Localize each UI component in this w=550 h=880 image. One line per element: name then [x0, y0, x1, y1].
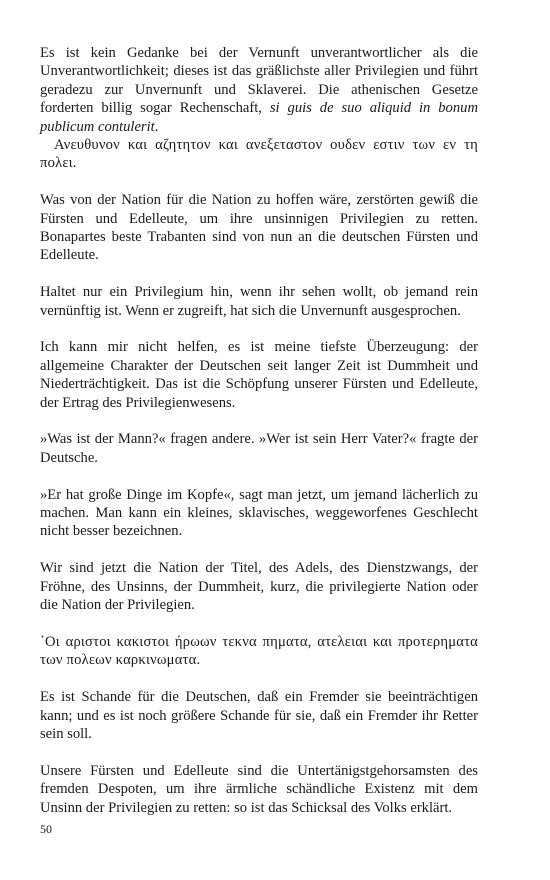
- latin-quote: si guis de suo aliquid in bonum publicum contulerit: [40, 100, 478, 135]
- paragraph-1: [40, 44, 478, 136]
- paragraph-1-text: Es ist kein Gedanke bei der Vernunft unverantwortlicher als die Unverantwortlichkeit; dieses ist das gräßlichste aller Privilegien und führt geradezu zur Unvernunft und Sklaverei. Die athenischen Gesetze forderten billig sogar Rechenschaft,: [40, 45, 478, 117]
- paragraph-1-end: .: [154, 118, 159, 135]
- page-number: 50: [40, 822, 52, 836]
- paragraph-6: »Er hat große Dinge im Kopfe«, sagt man jetzt, um jemand lächerlich zu machen. Man kann ein kleines, sklavisches, weggeworfenes Geschlecht nicht besser bezeichnen.: [40, 486, 478, 540]
- greek-quote-1: Ανευθυνον και αζητητον και ανεξεταστον ουδεν εστιν των εν τη πολει.: [40, 137, 478, 172]
- paragraph-7: Wir sind jetzt die Nation der Titel, des Adels, des Dienstzwangs, der Fröhne, des Unsinns, der Dummheit, kurz, die privilegierte Nation oder die Nation der Privilegien.: [40, 560, 478, 614]
- paragraph-3: Haltet nur ein Privilegium hin, wenn ihr sehen wollt, ob jemand rein vernünftig ist. Wenn er zugreift, hat sich die Unvernunft ausgesprochen.: [40, 284, 478, 319]
- paragraph-2: Was von der Nation für die Nation zu hoffen wäre, zerstörten gewiß die Fürsten und Edelleute, um ihre unsinnigen Privilegien zu retten. Bonapartes beste Trabanten sind von nun an die deutschen Fürsten und Edelleute.: [40, 192, 478, 264]
- paragraph-8: Es ist Schande für die Deutschen, daß ein Fremder sie beeinträchtigen kann; und es ist noch größere Schande für sie, daß ein Fremder ihr Retter sein soll.: [40, 689, 478, 742]
- paragraph-5: »Was ist der Mann?« fragen andere. »Wer ist sein Herr Vater?« fragte der Deutsche.: [40, 431, 478, 466]
- greek-quote-2: ᾿Οι αριστοι κακιστοι ήρωων τεκνα πηματα, ατελειαι και προτερηματα των πολεων καρκινωματα.: [40, 633, 478, 669]
- page-body: [40, 44, 478, 835]
- paragraph-4: Ich kann mir nicht helfen, es ist meine tiefste Überzeugung: der allgemeine Charakter der Deutschen seit langer Zeit ist Dummheit und Niederträchtigkeit. Das ist die Schöpfung unserer Fürsten und Edelleute, der Ertrag des Privilegienwesens.: [40, 339, 478, 411]
- paragraph-9: Unsere Fürsten und Edelleute sind die Untertänigstgehorsamsten des fremden Despoten, um ihre ärmliche schändliche Existenz mit dem Unsinn der Privilegien zu retten: so ist das Schicksal des Volks erklärt.: [40, 762, 478, 816]
